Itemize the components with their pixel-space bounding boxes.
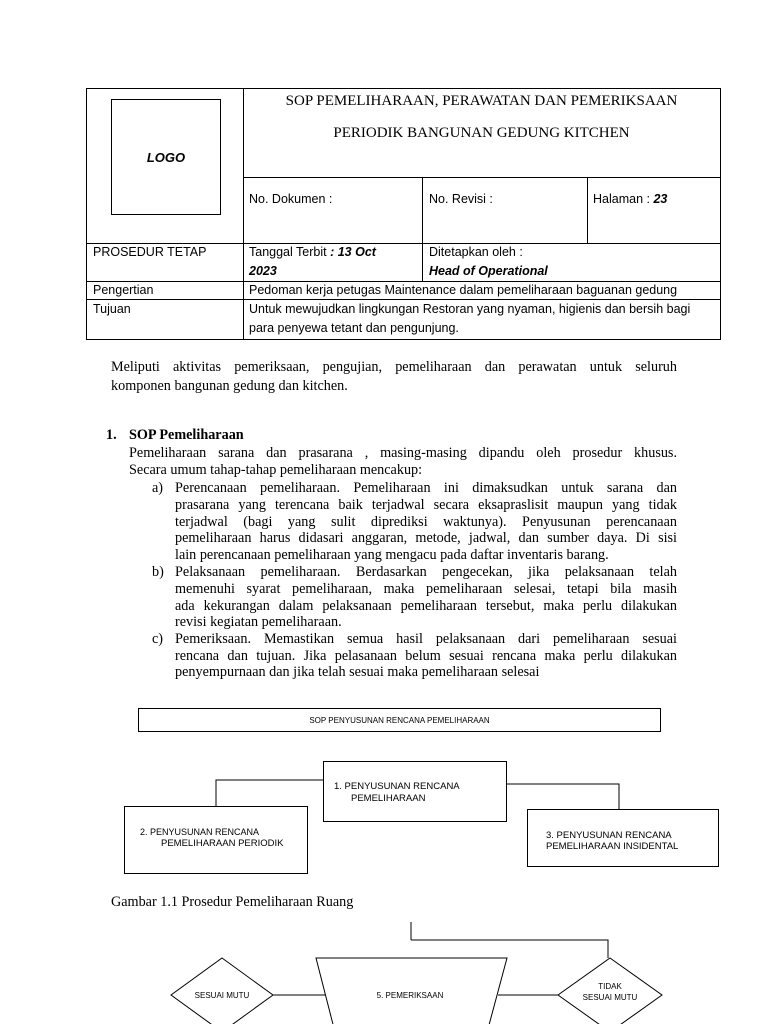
document-title-line2: PERIODIK BANGUNAN GEDUNG KITCHEN [333,125,630,141]
list-marker: a) [152,480,164,496]
step-2-label-line2: PEMELIHARAAN PERIODIK [161,838,284,849]
purpose-value-line1: Untuk mewujudkan lingkungan Restoran yang nyaman, higienis dan bersih bagi [249,302,691,316]
list-item-line: Perencanaan pemeliharaan. Pemeliharaan ini dimaksudkan untuk sarana dan [175,480,677,496]
step-3-label-line2: PEMELIHARAAN INSIDENTAL [546,841,679,852]
definition-label: Pengertian [93,283,154,297]
list-item-line: memenuhi syarat pemeliharaan, maka pemeliharaan selesai, tetapi bila masih [175,581,677,597]
logo-label: LOGO [146,150,186,165]
list-marker: b) [152,564,164,580]
intro-line1: Meliputi aktivitas pemeriksaan, pengujian, pemeliharaan dan perawatan untuk seluruh [111,359,677,375]
section-number: 1. [106,427,117,443]
step-2-label-line1: 2. PENYUSUNAN RENCANA [140,827,260,837]
inspection-step-label: 5. PEMERIKSAAN [376,991,444,1000]
figure-caption: Gambar 1.1 Prosedur Pemeliharaan Ruang [111,894,354,910]
flowchart-header-label: SOP PENYUSUNAN RENCANA PEMELIHARAAN [309,716,490,725]
list-item-line: revisi kegiatan pemeliharaan. [175,614,342,630]
approved-by-value: Head of Operational [429,264,548,278]
issue-date-year: 2023 [249,264,277,278]
purpose-label: Tujuan [93,302,131,316]
decision-pass-label: SESUAI MUTU [194,991,250,1000]
section-title: SOP Pemeliharaan [129,427,244,443]
decision-fail-label-line1: TIDAK [598,982,622,991]
list-item-line: pemeliharaan harus didasari anggaran, metode, jadwal, dan sumber daya. Di sisi [175,530,677,546]
list-item-line: prasarana yang terencana baik terjadwal secara eksapraslisit maupun yang tidak [175,497,677,513]
section-lead-line1: Pemeliharaan sarana dan prasarana , masing-masing dipandu oleh prosedur khusus. [129,445,677,461]
section-lead-line2: Secara umum tahap-tahap pemeliharaan mencakup: [129,462,423,478]
list-item-line: Pemeriksaan. Memastikan semua hasil pelaksanaan dari pemeliharaan sesuai [175,631,677,647]
list-item-line: rencana dan tujuan. Jika pelasanaan belum sesuai rencana maka perlu dilakukan [175,648,677,664]
list-item-line: penyempurnaan dan jika telah sesuai maka pemeliharaan selesai [175,664,540,680]
issue-date-label: Tanggal Terbit [249,245,327,259]
document-number-label: No. Dokumen : [249,192,333,206]
connector-line [411,940,608,958]
step-3-label-line1: 3. PENYUSUNAN RENCANA [546,830,672,841]
list-marker: c) [152,631,164,647]
intro-line2: komponen bangunan gedung dan kitchen. [111,378,348,394]
page-number-value: 23 [653,192,668,206]
procedure-label: PROSEDUR TETAP [93,245,207,259]
revision-number-label: No. Revisi : [429,192,493,206]
list-item-line: terjadwal (bagi yang sulit diprediksi waktunya). Penyusunan perencanaan [175,514,677,530]
page-number-label: Halaman : [593,192,654,206]
list-item-line: lain perencanaan pemeliharaan yang mengacu pada daftar inventaris barang. [175,547,609,563]
document-title-line1: SOP PEMELIHARAAN, PERAWATAN DAN PEMERIKSAAN [285,93,678,109]
purpose-value-line2: para penyewa tetant dan pengunjung. [249,321,459,335]
list-item-line: ada kekurangan dalam pelaksanaan pemeliharaan tersebut, maka perlu dilakukan [175,598,677,614]
decision-fail-label-line2: SESUAI MUTU [582,993,638,1002]
step-1-label-line1: 1. PENYUSUNAN RENCANA [334,781,460,792]
list-item-line: Pelaksanaan pemeliharaan. Berdasarkan pengecekan, jika pelaksanaan telah [175,564,677,580]
step-1-label-line2: PEMELIHARAAN [351,793,426,804]
approved-by-label: Ditetapkan oleh : [429,245,523,259]
issue-date-value: : 13 Oct [326,245,376,259]
definition-value: Pedoman kerja petugas Maintenance dalam pemeliharaan baguanan gedung [249,283,678,297]
